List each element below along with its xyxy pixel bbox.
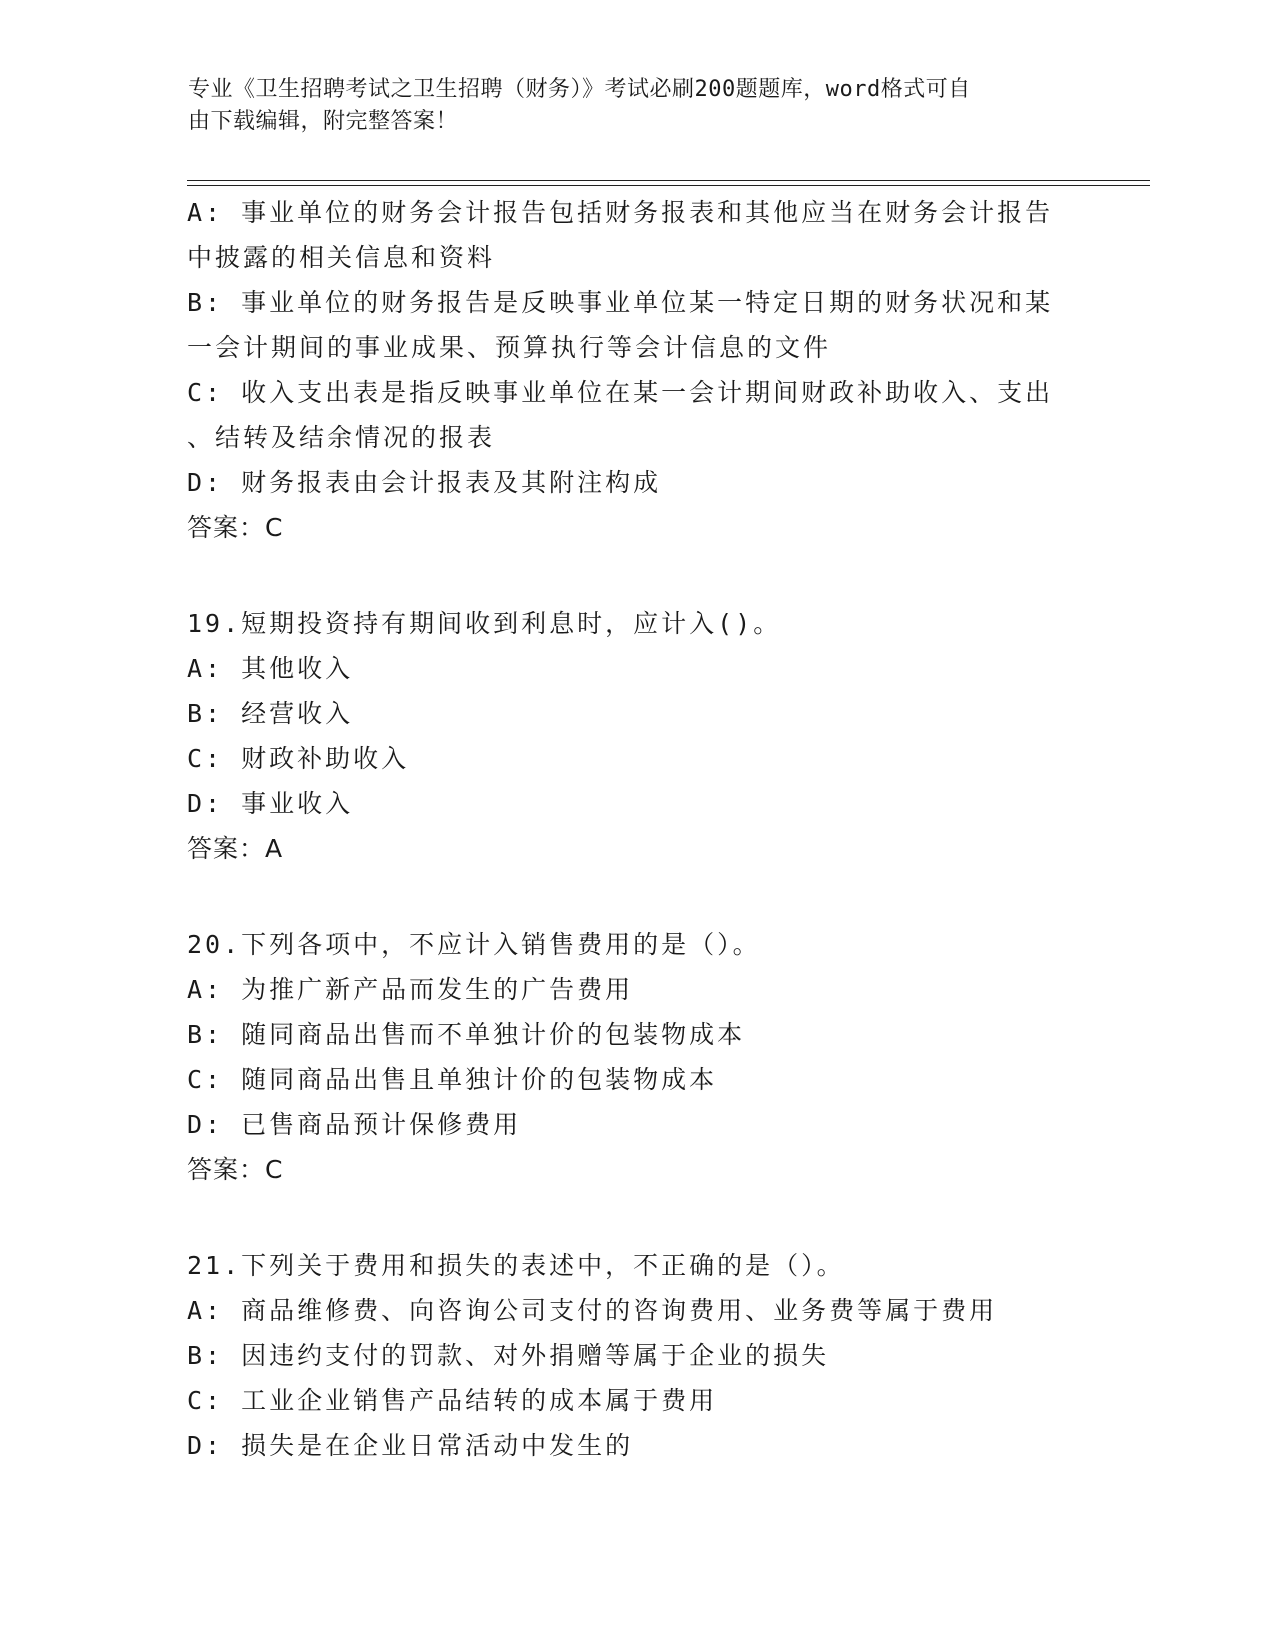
option-d: D: 财务报表由会计报表及其附注构成 — [187, 468, 662, 497]
option-a: A: 为推广新产品而发生的广告费用 — [187, 975, 634, 1004]
option-c: C: 随同商品出售且单独计价的包装物成本 — [187, 1065, 718, 1094]
option-b: B: 因违约支付的罚款、对外捐赠等属于企业的损失 — [187, 1341, 830, 1370]
header-line-1: 专业《卫生招聘考试之卫生招聘（财务）》考试必刷200题题库，word格式可自 — [188, 77, 971, 102]
option-a: A: 其他收入 — [187, 654, 354, 683]
spacer — [187, 1193, 1087, 1243]
question-19 — [187, 601, 1087, 872]
answer: 答案：A — [187, 834, 284, 863]
header-line-2: 由下载编辑，附完整答案！ — [188, 109, 459, 134]
option-d: D: 事业收入 — [187, 789, 354, 818]
question-21 — [187, 1243, 1087, 1468]
question-20 — [187, 922, 1087, 1193]
spacer — [187, 872, 1087, 922]
question-text: 20.下列各项中，不应计入销售费用的是（）。 — [187, 930, 761, 959]
option-b-line-2: 一会计期间的事业成果、预算执行等会计信息的文件 — [187, 333, 832, 362]
option-d: D: 已售商品预计保修费用 — [187, 1110, 522, 1139]
option-c-line-2: 、结转及结余情况的报表 — [187, 423, 496, 452]
option-c-line-1: C: 收入支出表是指反映事业单位在某一会计期间财政补助收入、支出 — [187, 378, 1054, 407]
option-a: A: 商品维修费、向咨询公司支付的咨询费用、业务费等属于费用 — [187, 1296, 998, 1325]
option-b: B: 随同商品出售而不单独计价的包装物成本 — [187, 1020, 746, 1049]
option-c: C: 工业企业销售产品结转的成本属于费用 — [187, 1386, 718, 1415]
header-divider-top — [187, 180, 1150, 181]
document-header — [188, 74, 1068, 138]
option-b-line-1: B: 事业单位的财务报告是反映事业单位某一特定日期的财务状况和某 — [187, 288, 1054, 317]
option-c: C: 财政补助收入 — [187, 744, 410, 773]
question-18 — [187, 190, 1087, 551]
spacer — [187, 551, 1087, 601]
question-text: 19.短期投资持有期间收到利息时，应计入()。 — [187, 609, 782, 638]
option-a-line-2: 中披露的相关信息和资料 — [187, 243, 496, 272]
answer: 答案：C — [187, 513, 284, 542]
question-text: 21.下列关于费用和损失的表述中，不正确的是（）。 — [187, 1251, 845, 1280]
header-divider-bottom — [187, 185, 1150, 186]
answer: 答案：C — [187, 1155, 284, 1184]
question-list — [187, 190, 1087, 1468]
option-a-line-1: A: 事业单位的财务会计报告包括财务报表和其他应当在财务会计报告 — [187, 198, 1054, 227]
option-b: B: 经营收入 — [187, 699, 354, 728]
option-d: D: 损失是在企业日常活动中发生的 — [187, 1431, 634, 1460]
